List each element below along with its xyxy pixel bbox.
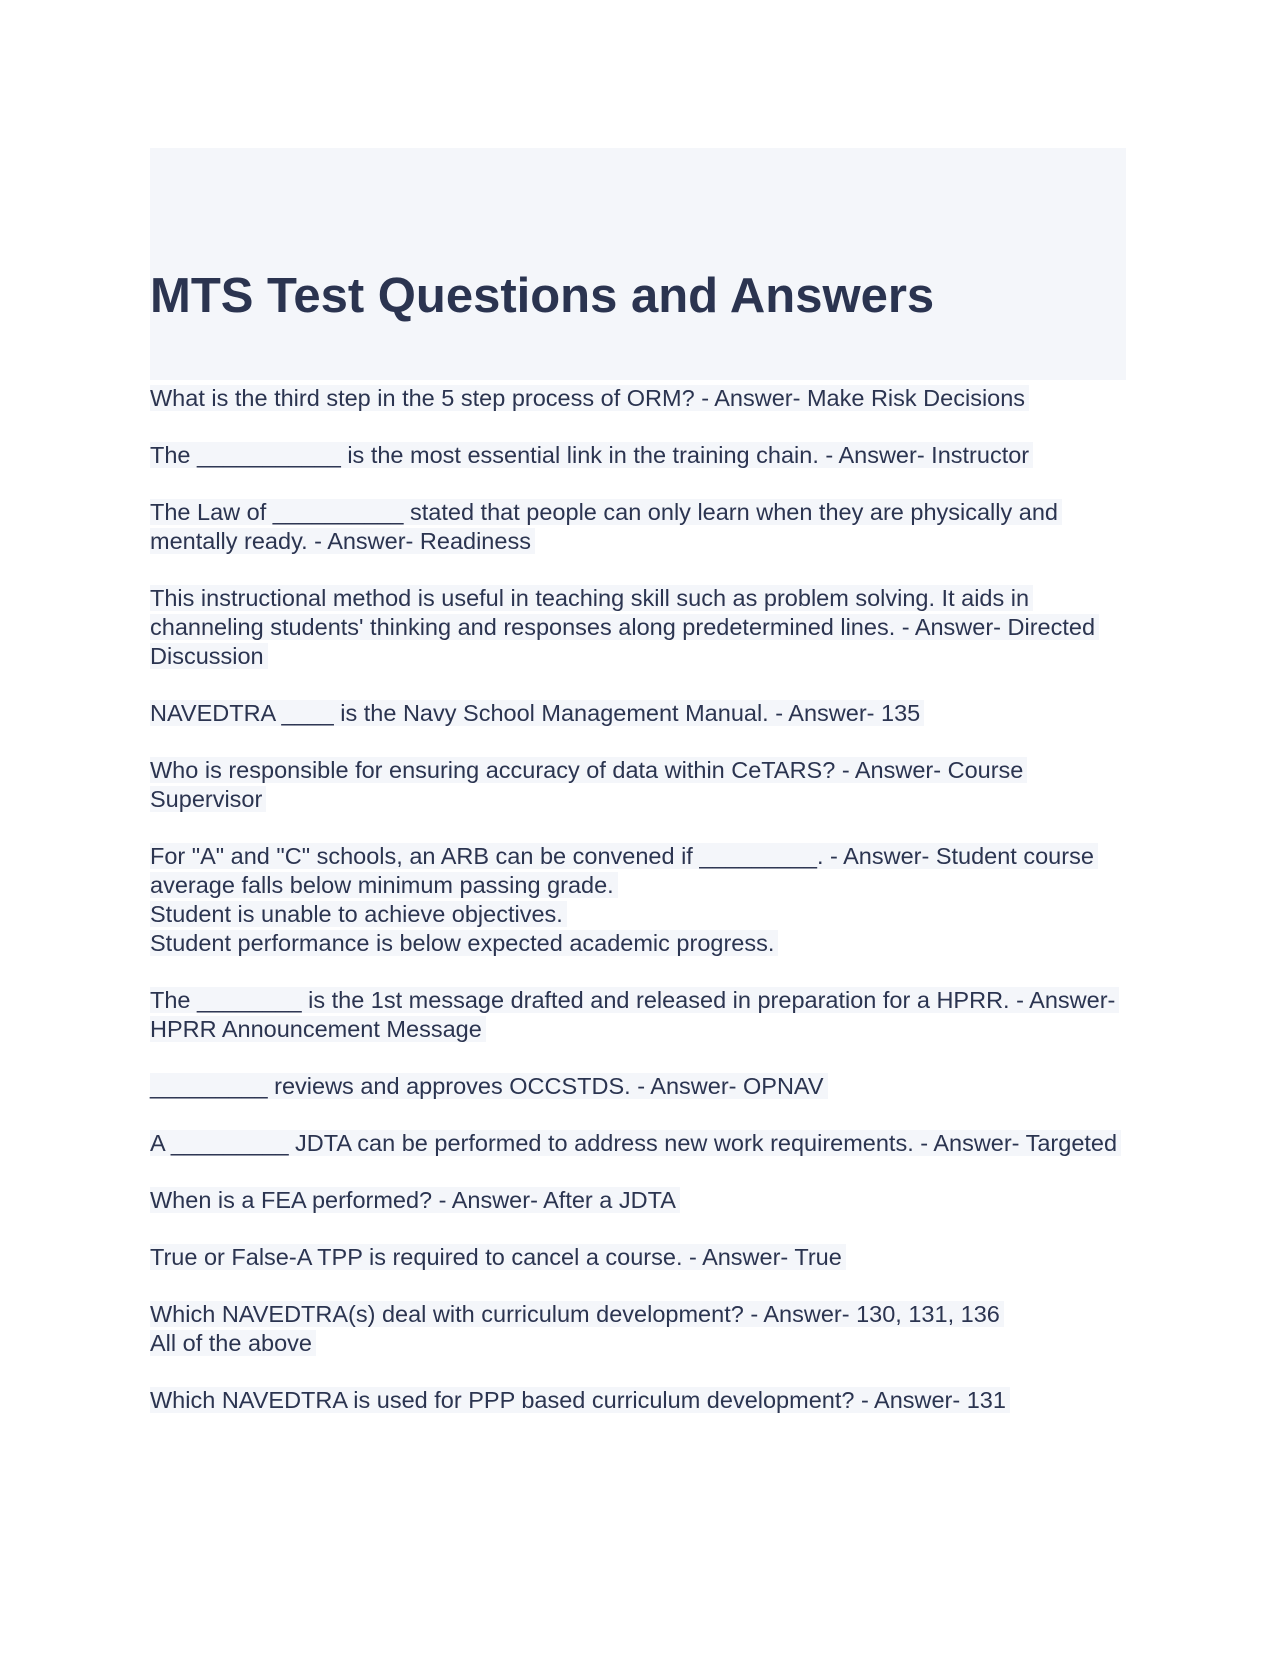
document-page	[150, 148, 1126, 1443]
qa-item	[150, 756, 1126, 814]
qa-line: This instructional method is useful in teaching skill such as problem solving. It aids in channeling students' thinking and responses along predetermined lines. - Answer- Directed Discussion	[150, 584, 1126, 671]
qa-item	[150, 1243, 1126, 1272]
qa-line: What is the third step in the 5 step process of ORM? - Answer- Make Risk Decisions	[150, 384, 1126, 413]
qa-line: _________ reviews and approves OCCSTDS. - Answer- OPNAV	[150, 1072, 1126, 1101]
qa-item	[150, 441, 1126, 470]
qa-line: Student performance is below expected academic progress.	[150, 929, 1126, 958]
qa-item	[150, 384, 1126, 413]
qa-item	[150, 1129, 1126, 1158]
qa-line: NAVEDTRA ____ is the Navy School Management Manual. - Answer- 135	[150, 699, 1126, 728]
qa-item	[150, 498, 1126, 556]
qa-item	[150, 1386, 1126, 1415]
qa-line: Student is unable to achieve objectives.	[150, 900, 1126, 929]
qa-line: A _________ JDTA can be performed to address new work requirements. - Answer- Targeted	[150, 1129, 1126, 1158]
qa-item	[150, 842, 1126, 958]
qa-line: Which NAVEDTRA is used for PPP based curriculum development? - Answer- 131	[150, 1386, 1126, 1415]
qa-item	[150, 1186, 1126, 1215]
qa-item	[150, 986, 1126, 1044]
qa-line: For "A" and "C" schools, an ARB can be convened if _________. - Answer- Student course average falls below minimum passing grade.	[150, 842, 1126, 900]
qa-item	[150, 584, 1126, 671]
qa-line: The ___________ is the most essential link in the training chain. - Answer- Instructor	[150, 441, 1126, 470]
qa-line: When is a FEA performed? - Answer- After a JDTA	[150, 1186, 1126, 1215]
qa-line: Which NAVEDTRA(s) deal with curriculum development? - Answer- 130, 131, 136	[150, 1300, 1126, 1329]
title-block	[150, 148, 1126, 380]
qa-item	[150, 1072, 1126, 1101]
qa-line: All of the above	[150, 1329, 1126, 1358]
qa-line: The Law of __________ stated that people can only learn when they are physically and mentally ready. - Answer- Readiness	[150, 498, 1126, 556]
qa-line: Who is responsible for ensuring accuracy of data within CeTARS? - Answer- Course Supervisor	[150, 756, 1126, 814]
qa-line: True or False-A TPP is required to cancel a course. - Answer- True	[150, 1243, 1126, 1272]
qa-item	[150, 699, 1126, 728]
qa-item	[150, 1300, 1126, 1358]
document-title: MTS Test Questions and Answers	[150, 269, 935, 323]
qa-list	[150, 384, 1126, 1415]
qa-line: The ________ is the 1st message drafted and released in preparation for a HPRR. - Answer- HPRR Announcement Message	[150, 986, 1126, 1044]
